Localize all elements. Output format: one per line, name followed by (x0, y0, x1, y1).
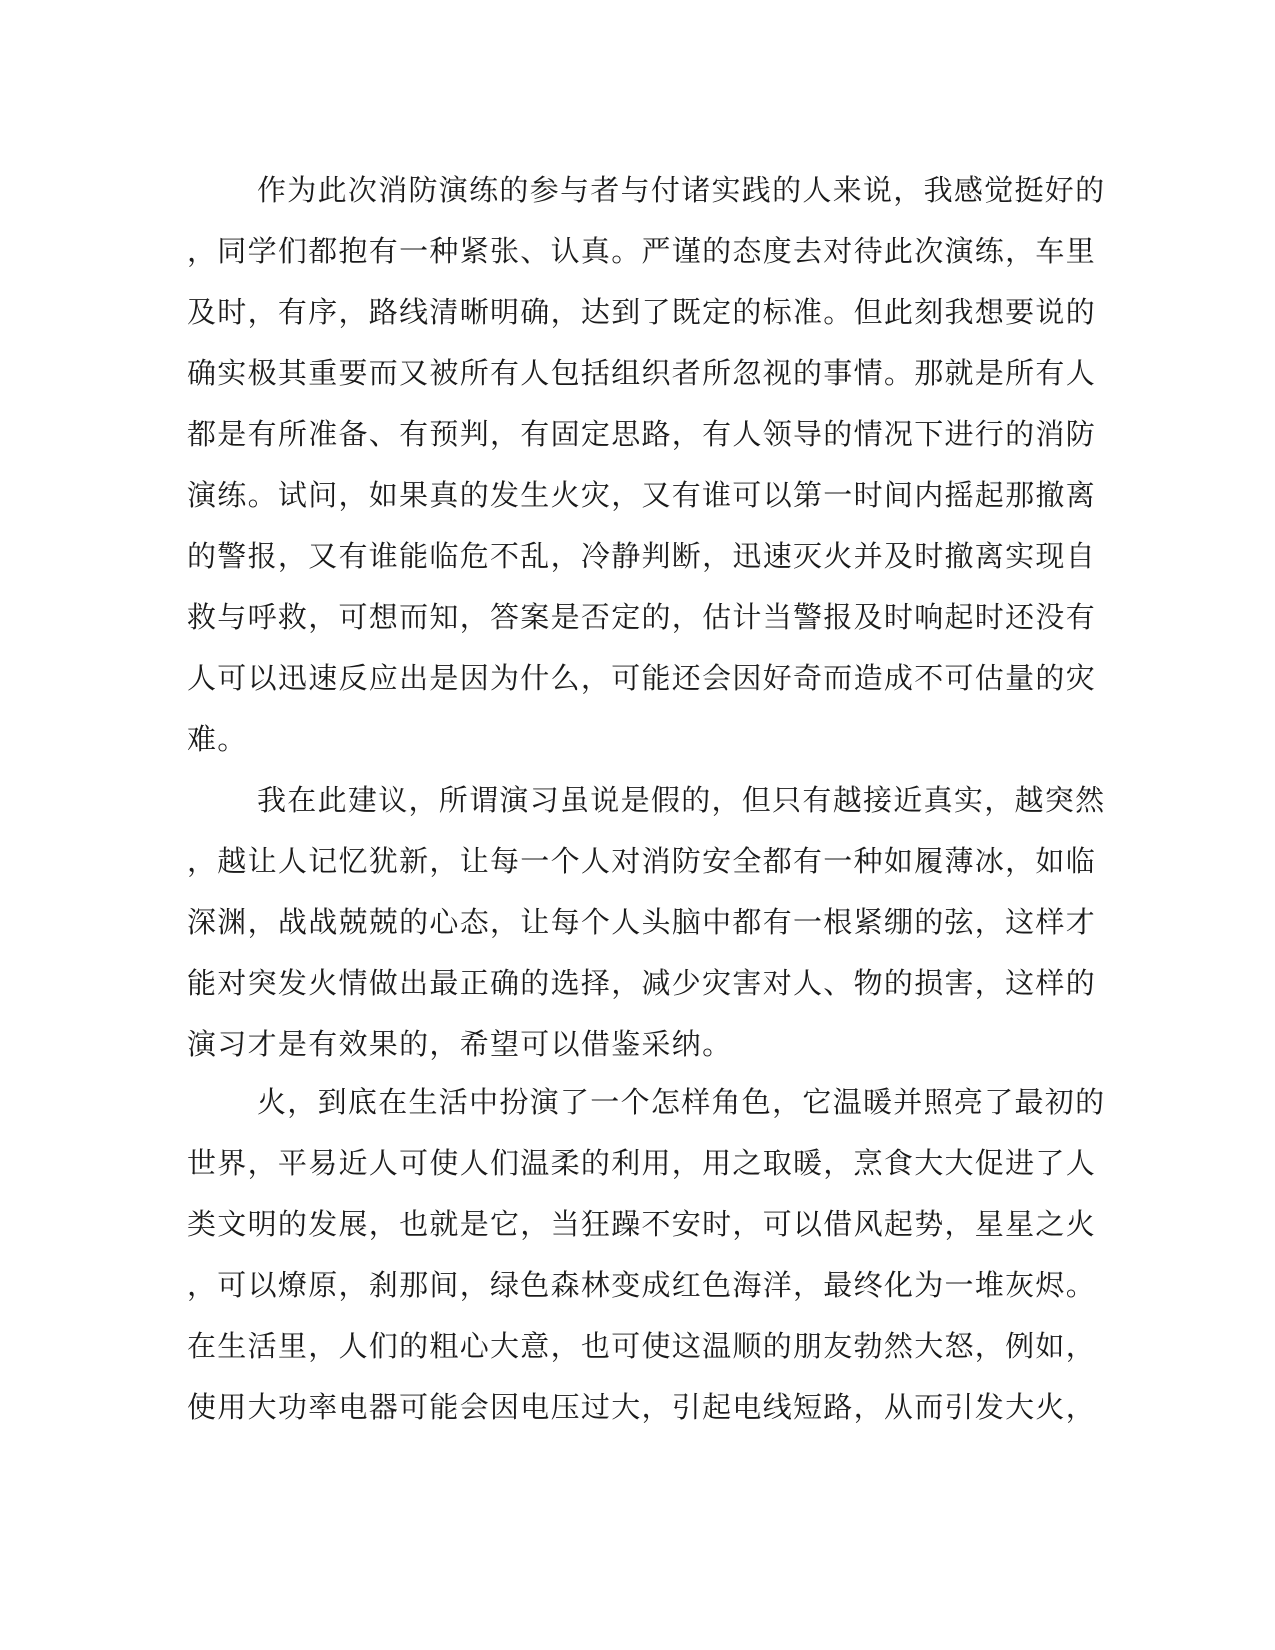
text-line: 人可以迅速反应出是因为什么，可能还会因好奇而造成不可估量的灾 (187, 661, 1097, 695)
text-line: 难。 (187, 722, 248, 756)
text-line: 的警报，又有谁能临危不乱，冷静判断，迅速灭火并及时撤离实现自 (187, 539, 1097, 573)
text-line: 深渊，战战兢兢的心态，让每个人头脑中都有一根紧绷的弦，这样才 (187, 905, 1097, 939)
text-line: 能对突发火情做出最正确的选择，减少灾害对人、物的损害，这样的 (187, 966, 1097, 1000)
text-line: ，越让人记忆犹新，让每一个人对消防安全都有一种如履薄冰，如临 (187, 844, 1097, 878)
paragraph-2 (187, 770, 1106, 1075)
text-line: 救与呼救，可想而知，答案是否定的，估计当警报及时响起时还没有 (187, 600, 1097, 634)
text-line: 演习才是有效果的，希望可以借鉴采纳。 (187, 1027, 733, 1061)
text-line: 在生活里，人们的粗心大意，也可使这温顺的朋友勃然大怒，例如， (187, 1329, 1097, 1363)
paragraph-1 (187, 160, 1106, 770)
text-line: 世界，平易近人可使人们温柔的利用，用之取暖，烹食大大促进了人 (187, 1146, 1097, 1180)
text-line: 确实极其重要而又被所有人包括组织者所忽视的事情。那就是所有人 (187, 356, 1097, 390)
text-line: 及时，有序，路线清晰明确，达到了既定的标准。但此刻我想要说的 (187, 295, 1097, 329)
text-line: 类文明的发展，也就是它，当狂躁不安时，可以借风起势，星星之火 (187, 1207, 1097, 1241)
text-line: ，可以燎原，刹那间，绿色森林变成红色海洋，最终化为一堆灰烬。 (187, 1268, 1097, 1302)
text-line: 使用大功率电器可能会因电压过大，引起电线短路，从而引发大火， (187, 1390, 1097, 1424)
text-line: 我在此建议，所谓演习虽说是假的，但只有越接近真实，越突然 (257, 783, 1106, 817)
text-line: 火，到底在生活中扮演了一个怎样角色，它温暖并照亮了最初的 (257, 1085, 1106, 1119)
text-line: ，同学们都抱有一种紧张、认真。严谨的态度去对待此次演练，车里 (187, 234, 1097, 268)
paragraph-3 (187, 1072, 1106, 1438)
text-line: 都是有所准备、有预判，有固定思路，有人领导的情况下进行的消防 (187, 417, 1097, 451)
text-line: 作为此次消防演练的参与者与付诸实践的人来说，我感觉挺好的 (257, 173, 1106, 207)
text-line: 演练。试问，如果真的发生火灾，又有谁可以第一时间内摇起那撤离 (187, 478, 1097, 512)
